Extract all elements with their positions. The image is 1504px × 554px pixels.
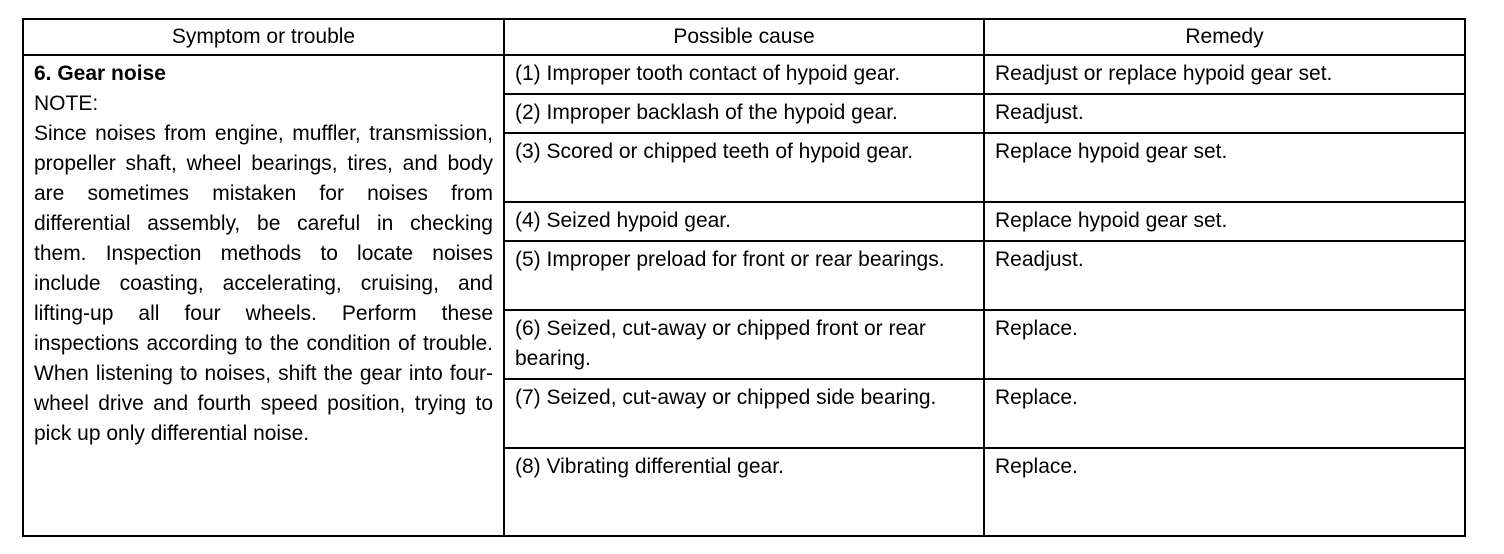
symptom-cell	[23, 55, 504, 536]
remedy-cell: Replace hypoid gear set.	[984, 202, 1465, 241]
header-row	[23, 19, 1465, 55]
header-symptom: Symptom or trouble	[23, 19, 504, 55]
remedy-cell: Replace hypoid gear set.	[984, 133, 1465, 202]
cause-cell: (3) Scored or chipped teeth of hypoid gear.	[504, 133, 984, 202]
cause-cell: (7) Seized, cut-away or chipped side bearing.	[504, 379, 984, 448]
symptom-title: 6. Gear noise	[34, 62, 166, 85]
cause-cell: (5) Improper preload for front or rear bearings.	[504, 241, 984, 310]
remedy-cell: Readjust.	[984, 241, 1465, 310]
table-row	[23, 55, 1465, 94]
cause-cell: (4) Seized hypoid gear.	[504, 202, 984, 241]
remedy-cell: Readjust.	[984, 94, 1465, 133]
header-cause: Possible cause	[504, 19, 984, 55]
note-text: Since noises from engine, muffler, transmission, propeller shaft, wheel bearings, tires, and body are sometimes mistaken for noises from differential assembly, be careful in checking them. Inspection methods to locate noises include coasting, accelerating, cruising, and lifting-up all four wheels. Perform these inspections according to the condition of trouble. When listening to noises, shift the gear into four-wheel drive and fourth speed position, trying to pick up only differential noise.	[34, 122, 493, 445]
note-label: NOTE:	[34, 92, 99, 115]
remedy-cell: Replace.	[984, 448, 1465, 536]
remedy-cell: Replace.	[984, 310, 1465, 379]
remedy-cell: Readjust or replace hypoid gear set.	[984, 55, 1465, 94]
header-remedy: Remedy	[984, 19, 1465, 55]
troubleshooting-table	[22, 18, 1466, 537]
table-header	[23, 19, 1465, 55]
cause-cell: (1) Improper tooth contact of hypoid gear.	[504, 55, 984, 94]
cause-cell: (2) Improper backlash of the hypoid gear.	[504, 94, 984, 133]
cause-cell: (8) Vibrating differential gear.	[504, 448, 984, 536]
table-body	[23, 55, 1465, 536]
remedy-cell: Replace.	[984, 379, 1465, 448]
cause-cell: (6) Seized, cut-away or chipped front or rear bearing.	[504, 310, 984, 379]
